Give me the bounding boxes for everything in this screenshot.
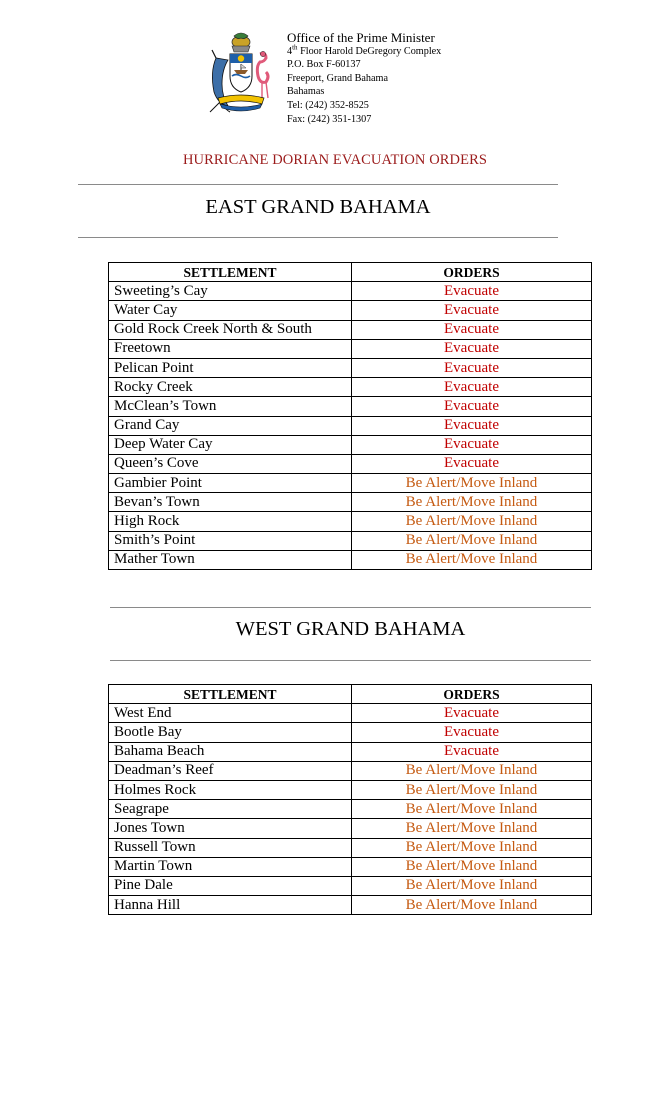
settlement-cell: Bootle Bay: [109, 723, 352, 742]
table-row: [109, 320, 592, 339]
order-cell: Be Alert/Move Inland: [352, 493, 592, 512]
settlement-cell: Gold Rock Creek North & South: [109, 320, 352, 339]
settlement-cell: Gambier Point: [109, 474, 352, 493]
table-row: [109, 800, 592, 819]
settlement-cell: Rocky Creek: [109, 378, 352, 397]
order-cell: Evacuate: [352, 742, 592, 761]
settlement-cell: Deadman’s Reef: [109, 761, 352, 780]
settlement-cell: Grand Cay: [109, 416, 352, 435]
column-header-orders: ORDERS: [352, 263, 592, 282]
order-cell: Be Alert/Move Inland: [352, 550, 592, 569]
order-cell: Be Alert/Move Inland: [352, 531, 592, 550]
settlement-cell: Queen’s Cove: [109, 454, 352, 473]
settlement-cell: Russell Town: [109, 838, 352, 857]
table-row: [109, 723, 592, 742]
settlement-cell: Seagrape: [109, 800, 352, 819]
table-row: [109, 397, 592, 416]
table-row: [109, 358, 592, 377]
order-cell: Be Alert/Move Inland: [352, 819, 592, 838]
table-row: [109, 416, 592, 435]
document-title: HURRICANE DORIAN EVACUATION ORDERS: [182, 152, 488, 168]
settlement-cell: Deep Water Cay: [109, 435, 352, 454]
order-cell: Be Alert/Move Inland: [352, 857, 592, 876]
table-row: [109, 550, 592, 569]
coat-of-arms-icon: [206, 32, 276, 114]
office-name: Office of the Prime Minister: [287, 30, 435, 45]
settlement-cell: McClean’s Town: [109, 397, 352, 416]
letterhead: [287, 31, 441, 126]
table-row: [109, 339, 592, 358]
settlement-cell: Holmes Rock: [109, 780, 352, 799]
table-row: [109, 474, 592, 493]
table-row: [109, 512, 592, 531]
divider: [110, 660, 591, 661]
order-cell: Be Alert/Move Inland: [352, 474, 592, 493]
column-header-settlement: SETTLEMENT: [109, 263, 352, 282]
section-heading-west: WEST GRAND BAHAMA: [235, 618, 466, 640]
table-row: [109, 301, 592, 320]
table-row: [109, 780, 592, 799]
order-cell: Be Alert/Move Inland: [352, 761, 592, 780]
office-po-box: P.O. Box F-60137: [287, 59, 361, 71]
order-cell: Evacuate: [352, 397, 592, 416]
table-header-row: [109, 685, 592, 704]
office-fax: Fax: (242) 351-1307: [287, 113, 372, 125]
settlement-cell: Pine Dale: [109, 876, 352, 895]
column-header-orders: ORDERS: [352, 685, 592, 704]
order-cell: Evacuate: [352, 358, 592, 377]
divider: [78, 237, 558, 238]
office-floor: 4th Floor Harold DeGregory Complex: [287, 43, 442, 57]
order-cell: Evacuate: [352, 378, 592, 397]
settlement-cell: Pelican Point: [109, 358, 352, 377]
table-row: [109, 378, 592, 397]
table-row: [109, 704, 592, 723]
table-row: [109, 435, 592, 454]
order-cell: Be Alert/Move Inland: [352, 838, 592, 857]
orders-table-west: [108, 684, 592, 915]
table-row: [109, 838, 592, 857]
order-cell: Be Alert/Move Inland: [352, 780, 592, 799]
settlement-cell: Bevan’s Town: [109, 493, 352, 512]
table-row: [109, 282, 592, 301]
table-row: [109, 493, 592, 512]
divider: [110, 607, 591, 608]
office-tel: Tel: (242) 352-8525: [287, 99, 369, 111]
office-city: Freeport, Grand Bahama: [287, 72, 388, 84]
order-cell: Be Alert/Move Inland: [352, 896, 592, 915]
table-row: [109, 819, 592, 838]
orders-table-east: [108, 262, 592, 570]
settlement-cell: Martin Town: [109, 857, 352, 876]
settlement-cell: Smith’s Point: [109, 531, 352, 550]
order-cell: Evacuate: [352, 435, 592, 454]
order-cell: Evacuate: [352, 416, 592, 435]
order-cell: Be Alert/Move Inland: [352, 800, 592, 819]
order-cell: Evacuate: [352, 282, 592, 301]
order-cell: Evacuate: [352, 320, 592, 339]
table-row: [109, 454, 592, 473]
column-header-settlement: SETTLEMENT: [109, 685, 352, 704]
table-row: [109, 531, 592, 550]
order-cell: Evacuate: [352, 339, 592, 358]
settlement-cell: Jones Town: [109, 819, 352, 838]
settlement-cell: Water Cay: [109, 301, 352, 320]
divider: [78, 184, 558, 185]
order-cell: Be Alert/Move Inland: [352, 512, 592, 531]
order-cell: Be Alert/Move Inland: [352, 876, 592, 895]
table-row: [109, 857, 592, 876]
settlement-cell: Sweeting’s Cay: [109, 282, 352, 301]
order-cell: Evacuate: [352, 301, 592, 320]
order-cell: Evacuate: [352, 723, 592, 742]
section-heading-east: EAST GRAND BAHAMA: [205, 196, 431, 218]
settlement-cell: Hanna Hill: [109, 896, 352, 915]
settlement-cell: West End: [109, 704, 352, 723]
table-header-row: [109, 263, 592, 282]
table-row: [109, 742, 592, 761]
table-row: [109, 761, 592, 780]
settlement-cell: Freetown: [109, 339, 352, 358]
table-row: [109, 896, 592, 915]
settlement-cell: High Rock: [109, 512, 352, 531]
order-cell: Evacuate: [352, 704, 592, 723]
settlement-cell: Bahama Beach: [109, 742, 352, 761]
settlement-cell: Mather Town: [109, 550, 352, 569]
order-cell: Evacuate: [352, 454, 592, 473]
office-country: Bahamas: [287, 86, 325, 98]
table-row: [109, 876, 592, 895]
